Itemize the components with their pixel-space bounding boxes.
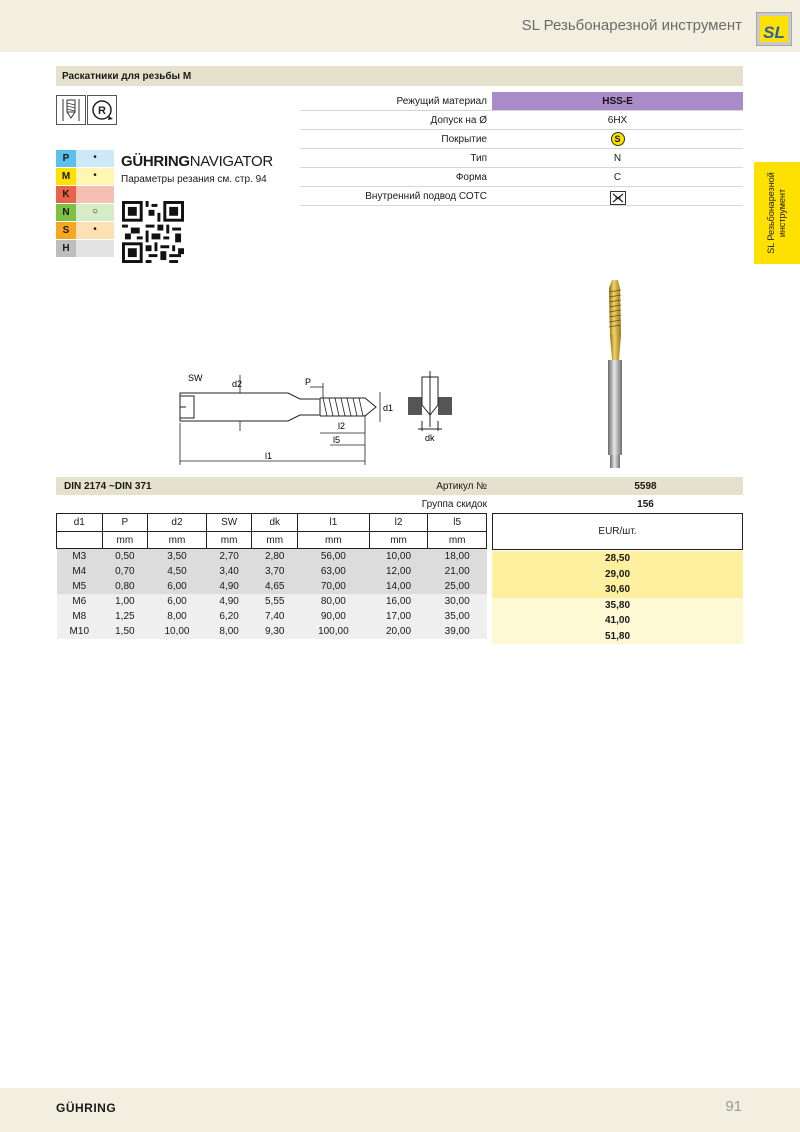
table-cell: M3 [57, 549, 103, 564]
page-footer [0, 1088, 800, 1132]
article-label: Артикул № [436, 481, 487, 492]
table-cell: 35,00 [428, 609, 487, 624]
iso-letter: K [56, 186, 76, 203]
price-header: EUR/шт. [492, 513, 743, 550]
table-cell: mm [252, 532, 298, 549]
property-label: Тип [470, 153, 487, 164]
iso-group-h [56, 240, 114, 258]
table-cell: 20,00 [369, 624, 428, 639]
table-cell: mm [369, 532, 428, 549]
table-cell: mm [148, 532, 207, 549]
table-cell: 39,00 [428, 624, 487, 639]
table-cell: 3,40 [206, 564, 252, 579]
table-cell: 21,00 [428, 564, 487, 579]
table-cell: 3,70 [252, 564, 298, 579]
table-cell: 70,00 [298, 579, 370, 594]
section-title: Раскатники для резьбы M [56, 66, 743, 86]
right-hand-thread-icon [87, 95, 117, 125]
table-cell: 56,00 [298, 549, 370, 564]
property-label: Внутренний подвод СОТС [365, 191, 487, 202]
svg-text:P: P [305, 377, 312, 387]
table-cell: M4 [57, 564, 103, 579]
table-cell: l5 [428, 514, 487, 532]
no-coolant-icon [610, 191, 626, 205]
table-cell: 25,00 [428, 579, 487, 594]
table-cell: 4,90 [206, 594, 252, 609]
table-cell: 9,30 [252, 624, 298, 639]
property-label: Форма [455, 172, 487, 183]
price-cell: 51,80 [492, 629, 743, 645]
table-cell: 2,80 [252, 549, 298, 564]
table-cell: P [102, 514, 148, 532]
qr-code-icon[interactable] [122, 201, 184, 263]
table-cell: 6,00 [148, 579, 207, 594]
table-cell: 100,00 [298, 624, 370, 639]
standard-bar [56, 477, 743, 495]
table-cell [57, 532, 103, 549]
svg-text:dk: dk [425, 433, 435, 443]
iso-group-n [56, 204, 114, 222]
coating-badge: S [611, 132, 625, 146]
page-number: 91 [725, 1098, 742, 1115]
cutting-params-link[interactable]: Параметры резания см. стр. 94 [121, 174, 267, 185]
din-standard: DIN 2174 ~DIN 371 [64, 481, 152, 492]
table-cell: 90,00 [298, 609, 370, 624]
iso-group-p [56, 150, 114, 168]
property-row [300, 111, 743, 130]
property-value [492, 130, 743, 148]
guehring-navigator-logo[interactable]: GÜHRINGNAVIGATOR [121, 153, 273, 170]
table-row [57, 579, 487, 594]
table-cell: 10,00 [369, 549, 428, 564]
discount-group-label: Группа скидок [421, 499, 487, 510]
chapter-side-tab[interactable] [754, 162, 800, 264]
iso-group-s [56, 222, 114, 240]
table-cell: mm [298, 532, 370, 549]
table-cell: 4,50 [148, 564, 207, 579]
table-cell: l1 [298, 514, 370, 532]
table-cell: 0,50 [102, 549, 148, 564]
dimensions-table [56, 513, 487, 639]
table-cell: 3,50 [148, 549, 207, 564]
property-row [300, 149, 743, 168]
table-cell: 0,70 [102, 564, 148, 579]
property-row [300, 130, 743, 149]
table-row [57, 549, 487, 564]
table-row [57, 594, 487, 609]
table-cell: l2 [369, 514, 428, 532]
table-cell: 6,20 [206, 609, 252, 624]
table-cell: 30,00 [428, 594, 487, 609]
forming-tap-photo [600, 280, 630, 470]
table-cell: dk [252, 514, 298, 532]
table-cell: 4,90 [206, 579, 252, 594]
price-cell: 29,00 [492, 567, 743, 583]
property-value: HSS-E [492, 92, 743, 110]
table-cell: mm [102, 532, 148, 549]
table-cell: d2 [148, 514, 207, 532]
iso-suitability-mark [76, 240, 114, 257]
thread-depth-icon [56, 95, 86, 125]
table-cell: 4,65 [252, 579, 298, 594]
tap-dimension-drawing [170, 365, 470, 470]
iso-suitability-mark: ○ [76, 204, 114, 221]
page-header [0, 0, 800, 52]
table-cell: 7,40 [252, 609, 298, 624]
iso-letter: N [56, 204, 76, 221]
table-cell: mm [428, 532, 487, 549]
table-cell: 12,00 [369, 564, 428, 579]
iso-material-groups [56, 150, 114, 258]
side-tab-label: SL Резьбонарезной инструмент [766, 172, 787, 254]
property-row [300, 92, 743, 111]
iso-letter: H [56, 240, 76, 257]
table-header-row [57, 514, 487, 532]
svg-text:l5: l5 [333, 435, 341, 445]
property-label: Покрытие [441, 134, 487, 145]
table-cell: M6 [57, 594, 103, 609]
table-cell: 8,00 [148, 609, 207, 624]
table-cell: M5 [57, 579, 103, 594]
property-row [300, 168, 743, 187]
article-number: 5598 [634, 481, 657, 492]
sl-logo-icon [756, 12, 792, 46]
table-cell: 17,00 [369, 609, 428, 624]
table-cell: 80,00 [298, 594, 370, 609]
iso-suitability-mark [76, 186, 114, 203]
table-cell: mm [206, 532, 252, 549]
iso-group-m [56, 168, 114, 186]
iso-group-k [56, 186, 114, 204]
price-cell: 30,60 [492, 582, 743, 598]
property-value [492, 187, 743, 205]
property-row [300, 187, 743, 206]
footer-logo: GÜHRING [56, 1101, 117, 1115]
svg-text:l2: l2 [338, 421, 346, 431]
property-value: 6HX [607, 115, 628, 126]
svg-text:l1: l1 [265, 451, 273, 461]
table-cell: M10 [57, 624, 103, 639]
property-label: Допуск на Ø [430, 115, 487, 126]
iso-suitability-mark: • [76, 150, 114, 167]
table-cell: 1,25 [102, 609, 148, 624]
table-cell: 10,00 [148, 624, 207, 639]
table-row [57, 564, 487, 579]
property-value: N [613, 153, 622, 164]
price-cell: 41,00 [492, 613, 743, 629]
svg-text:d2: d2 [232, 379, 243, 389]
table-cell: 2,70 [206, 549, 252, 564]
table-cell: 5,55 [252, 594, 298, 609]
table-cell: 0,80 [102, 579, 148, 594]
iso-letter: M [56, 168, 76, 185]
svg-text:SW: SW [188, 373, 203, 383]
discount-group-value: 156 [637, 499, 654, 510]
iso-letter: P [56, 150, 76, 167]
table-cell: 63,00 [298, 564, 370, 579]
table-cell: SW [206, 514, 252, 532]
table-cell: 18,00 [428, 549, 487, 564]
table-units-row [57, 532, 487, 549]
table-cell: d1 [57, 514, 103, 532]
table-row [57, 609, 487, 624]
table-cell: 6,00 [148, 594, 207, 609]
table-cell: M8 [57, 609, 103, 624]
svg-text:R: R [98, 105, 106, 117]
table-cell: 8,00 [206, 624, 252, 639]
table-cell: 14,00 [369, 579, 428, 594]
iso-suitability-mark: • [76, 222, 114, 239]
table-cell: 1,00 [102, 594, 148, 609]
iso-suitability-mark: • [76, 168, 114, 185]
price-cell: 28,50 [492, 551, 743, 567]
svg-text:d1: d1 [383, 403, 394, 413]
discount-group-row [56, 496, 743, 512]
header-title: SL Резьбонарезной инструмент [521, 17, 742, 34]
price-cell: 35,80 [492, 598, 743, 614]
logo-text: SL [763, 23, 785, 42]
property-label: Режущий материал [396, 96, 487, 107]
iso-letter: S [56, 222, 76, 239]
property-value: C [613, 172, 622, 183]
table-cell: 16,00 [369, 594, 428, 609]
table-cell: 1,50 [102, 624, 148, 639]
price-column [492, 551, 743, 644]
table-row [57, 624, 487, 639]
